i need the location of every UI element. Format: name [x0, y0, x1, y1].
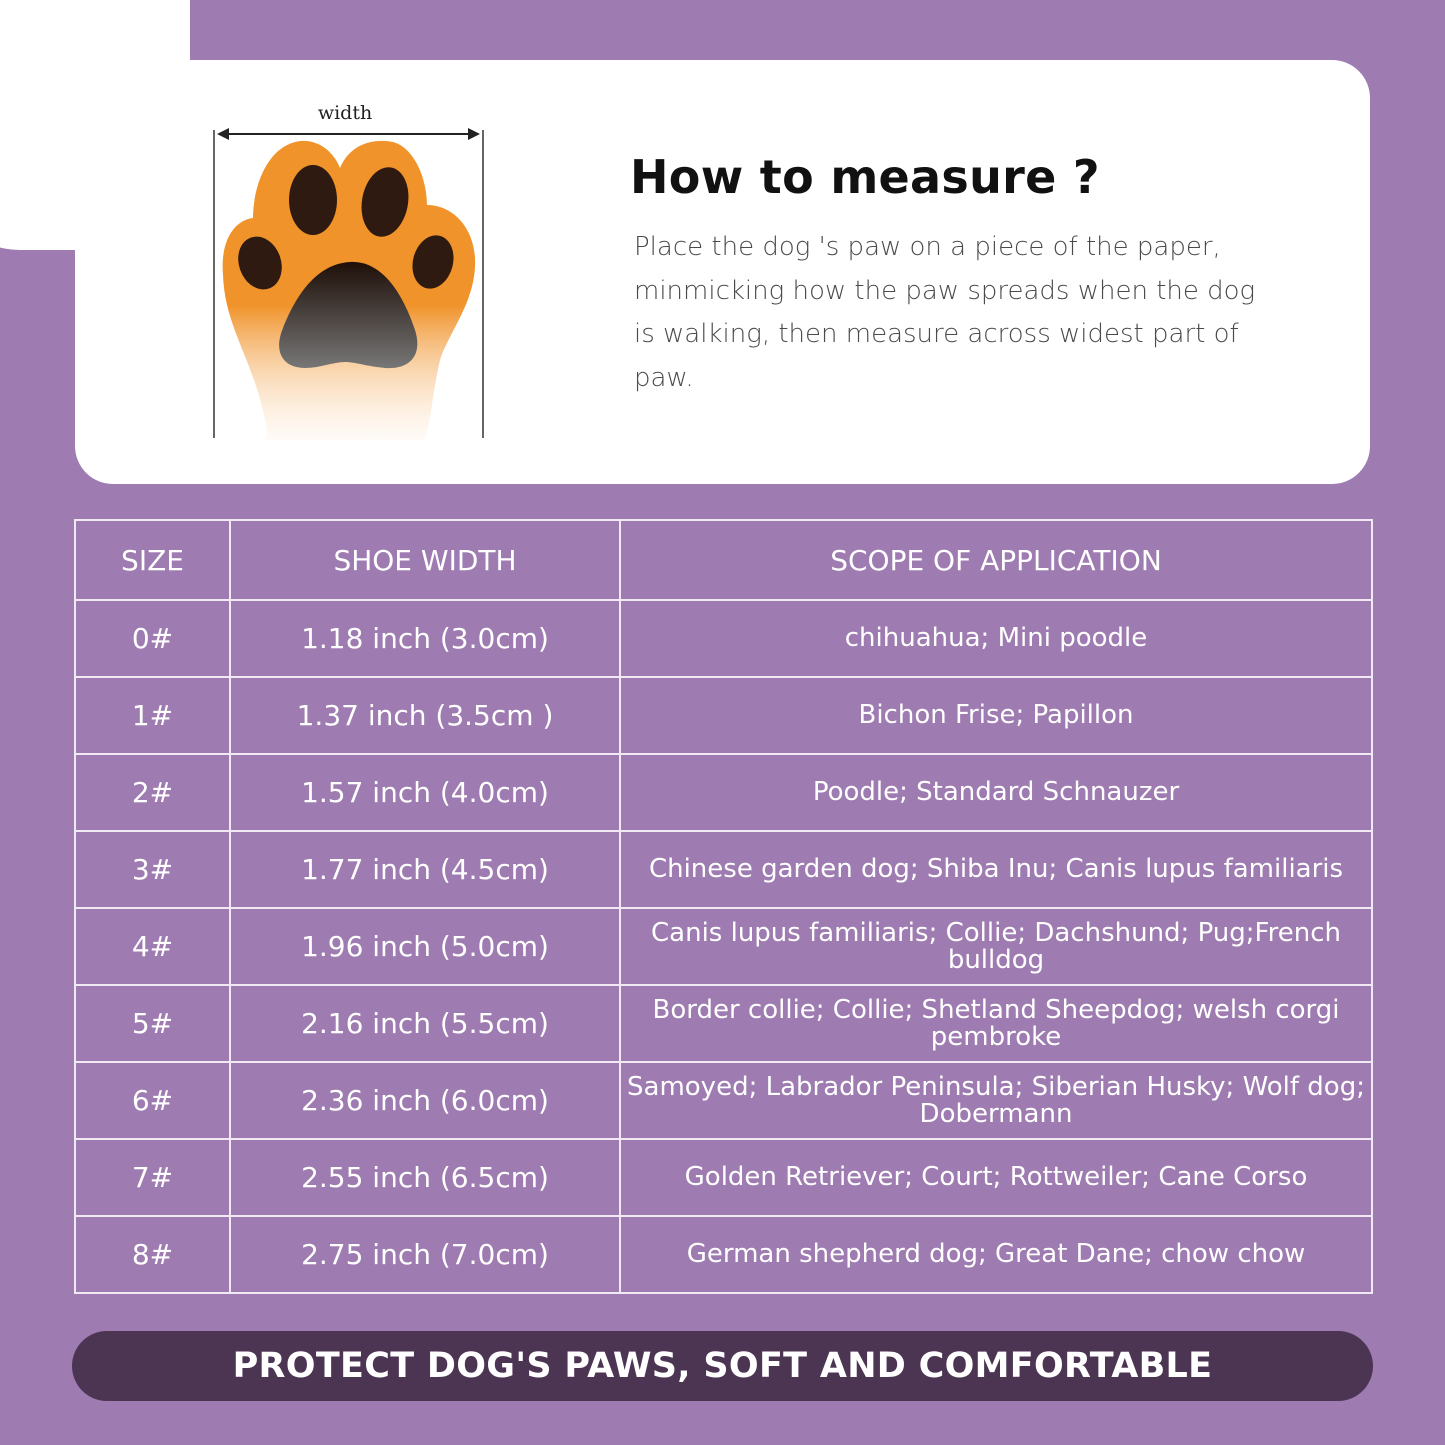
- header-shoe-width: SHOE WIDTH: [230, 520, 620, 600]
- scope-cell: Border collie; Collie; Shetland Sheepdog; welsh corgi pembroke: [620, 985, 1372, 1062]
- slogan-banner: [72, 1331, 1373, 1401]
- width-cell: 2.55 inch (6.5cm): [230, 1139, 620, 1216]
- width-cell: 1.37 inch (3.5cm ): [230, 677, 620, 754]
- size-cell: 3#: [75, 831, 230, 908]
- arrow-left-icon: [217, 128, 229, 140]
- header-size: SIZE: [75, 520, 230, 600]
- scope-cell: Golden Retriever; Court; Rottweiler; Cane Corso: [620, 1139, 1372, 1216]
- size-cell: 0#: [75, 600, 230, 677]
- size-cell: 6#: [75, 1062, 230, 1139]
- scope-cell: Samoyed; Labrador Peninsula; Siberian Husky; Wolf dog; Dobermann: [620, 1062, 1372, 1139]
- size-chart-table: [74, 519, 1373, 1294]
- table-row: [75, 600, 1372, 677]
- size-cell: 5#: [75, 985, 230, 1062]
- scope-cell: Poodle; Standard Schnauzer: [620, 754, 1372, 831]
- size-cell: 7#: [75, 1139, 230, 1216]
- width-cell: 1.57 inch (4.0cm): [230, 754, 620, 831]
- width-cell: 2.16 inch (5.5cm): [230, 985, 620, 1062]
- paw-toe-pad: [289, 165, 337, 235]
- scope-cell: Bichon Frise; Papillon: [620, 677, 1372, 754]
- size-cell: 1#: [75, 677, 230, 754]
- scope-cell: Chinese garden dog; Shiba Inu; Canis lupus familiaris: [620, 831, 1372, 908]
- measure-title: How to measure ?: [630, 150, 1100, 204]
- table-row: [75, 677, 1372, 754]
- paw-width-diagram: [205, 100, 495, 445]
- table-header-row: [75, 520, 1372, 600]
- scope-cell: German shepherd dog; Great Dane; chow chow: [620, 1216, 1372, 1293]
- slogan-text: PROTECT DOG'S PAWS, SOFT AND COMFORTABLE: [232, 1346, 1213, 1386]
- size-cell: 2#: [75, 754, 230, 831]
- size-cell: 8#: [75, 1216, 230, 1293]
- table-row: [75, 1062, 1372, 1139]
- scope-cell: Canis lupus familiaris; Collie; Dachshund; Pug;French bulldog: [620, 908, 1372, 985]
- size-cell: 4#: [75, 908, 230, 985]
- table-row: [75, 754, 1372, 831]
- width-cell: 2.36 inch (6.0cm): [230, 1062, 620, 1139]
- width-cell: 1.77 inch (4.5cm): [230, 831, 620, 908]
- table-row: [75, 908, 1372, 985]
- width-cell: 1.96 inch (5.0cm): [230, 908, 620, 985]
- table-row: [75, 985, 1372, 1062]
- measure-instructions: Place the dog 's paw on a piece of the paper, minmicking how the paw spreads when the dog is walking, then measure across widest part of paw.: [634, 232, 1256, 393]
- width-label: width: [317, 102, 373, 124]
- table-row: [75, 831, 1372, 908]
- header-scope: SCOPE OF APPLICATION: [620, 520, 1372, 600]
- how-to-measure-card: [75, 60, 1370, 484]
- arrow-right-icon: [468, 128, 480, 140]
- width-cell: 1.18 inch (3.0cm): [230, 600, 620, 677]
- table-row: [75, 1139, 1372, 1216]
- scope-cell: chihuahua; Mini poodle: [620, 600, 1372, 677]
- width-cell: 2.75 inch (7.0cm): [230, 1216, 620, 1293]
- table-row: [75, 1216, 1372, 1293]
